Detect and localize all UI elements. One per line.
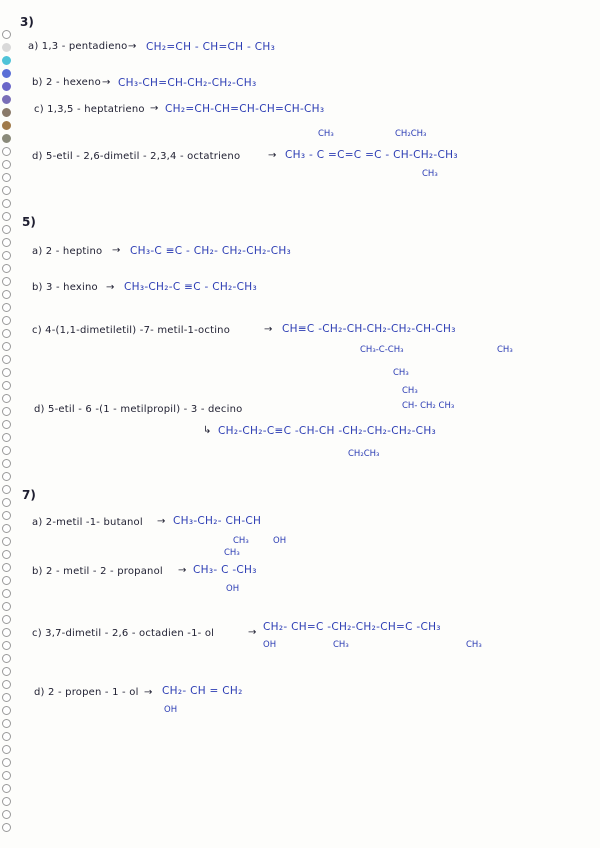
binding-ring: [2, 264, 11, 273]
binding-ring: [2, 82, 11, 91]
substituent: CH₂CH₃: [395, 129, 427, 139]
item-label: d) 5-etil - 6 -(1 - metilpropil) - 3 - decino: [34, 404, 243, 415]
item-formula: CH₂=CH - CH=CH - CH₃: [146, 41, 276, 53]
binding-ring: [2, 433, 11, 442]
binding-ring: [2, 576, 11, 585]
binding-ring: [2, 550, 11, 559]
substituent: CH₃: [393, 368, 409, 378]
binding-ring: [2, 329, 11, 338]
item-label: b) 2 - hexeno: [32, 77, 101, 88]
substituent: CH₃: [233, 536, 249, 546]
binding-ring: [2, 199, 11, 208]
binding-ring: [2, 186, 11, 195]
binding-ring: [2, 394, 11, 403]
item-label: b) 3 - hexino: [32, 282, 98, 293]
binding-ring: [2, 589, 11, 598]
binding-ring: [2, 693, 11, 702]
binding-ring: [2, 225, 11, 234]
item-label: a) 2 - heptino: [32, 246, 103, 257]
binding-ring: [2, 667, 11, 676]
binding-ring: [2, 771, 11, 780]
item-formula: CH₃- C -CH₃: [193, 564, 257, 576]
substituent: CH₃: [333, 640, 349, 650]
binding-ring: [2, 615, 11, 624]
binding-ring: [2, 537, 11, 546]
binding-ring: [2, 212, 11, 221]
item-formula: CH₂- CH = CH₂: [162, 685, 243, 697]
item-formula: CH₂=CH-CH=CH-CH=CH-CH₃: [165, 103, 325, 115]
section-number-5: 5): [22, 215, 36, 229]
binding-ring: [2, 316, 11, 325]
binding-ring: [2, 511, 11, 520]
binding-ring: [2, 524, 11, 533]
binding-ring: [2, 498, 11, 507]
binding-ring: [2, 420, 11, 429]
substituent: CH₃: [224, 548, 240, 558]
binding-ring: [2, 251, 11, 260]
spiral-binding: [0, 30, 16, 840]
item-label: d) 2 - propen - 1 - ol: [34, 687, 139, 698]
binding-ring: [2, 134, 11, 143]
binding-ring: [2, 173, 11, 182]
item-formula: CH₃-CH₂- CH-CH: [173, 515, 262, 527]
arrow-icon: →: [128, 41, 137, 52]
item-formula: CH≡C -CH₂-CH-CH₂-CH₂-CH-CH₃: [282, 323, 456, 335]
binding-ring: [2, 719, 11, 728]
item-formula: CH₃-CH₂-C ≡C - CH₂-CH₃: [124, 281, 257, 293]
binding-ring: [2, 680, 11, 689]
substituent: OH: [164, 705, 178, 715]
item-label: a) 1,3 - pentadieno: [28, 41, 128, 52]
binding-ring: [2, 95, 11, 104]
binding-ring: [2, 602, 11, 611]
substituent: OH: [273, 536, 287, 546]
arrow-icon: →: [150, 103, 159, 114]
binding-ring: [2, 277, 11, 286]
binding-ring: [2, 342, 11, 351]
binding-ring: [2, 459, 11, 468]
substituent: CH₃: [497, 345, 513, 355]
binding-ring: [2, 810, 11, 819]
substituent: OH: [263, 640, 277, 650]
binding-ring: [2, 823, 11, 832]
arrow-icon: →: [106, 282, 115, 293]
arrow-icon: →: [178, 565, 187, 576]
arrow-icon: →: [112, 245, 121, 256]
section-number-3: 3): [20, 15, 34, 29]
binding-ring: [2, 30, 11, 39]
arrow-icon: →: [102, 77, 111, 88]
binding-ring: [2, 563, 11, 572]
binding-ring: [2, 758, 11, 767]
binding-ring: [2, 654, 11, 663]
binding-ring: [2, 238, 11, 247]
binding-ring: [2, 355, 11, 364]
substituent: CH₃: [318, 129, 334, 139]
binding-ring: [2, 69, 11, 78]
substituent: CH₃-C-CH₃: [360, 345, 404, 355]
substituent: CH₃: [422, 169, 438, 179]
substituent: CH- CH₂ CH₃: [402, 401, 455, 411]
binding-ring: [2, 147, 11, 156]
item-formula: CH₂- CH=C -CH₂-CH₂-CH=C -CH₃: [263, 621, 441, 633]
binding-ring: [2, 641, 11, 650]
binding-ring: [2, 56, 11, 65]
binding-ring: [2, 121, 11, 130]
arrow-icon: →: [248, 627, 257, 638]
binding-ring: [2, 407, 11, 416]
binding-ring: [2, 446, 11, 455]
arrow-icon: →: [144, 687, 153, 698]
section-number-7: 7): [22, 488, 36, 502]
arrow-icon: →: [157, 516, 166, 527]
item-formula: CH₂-CH₂-C≡C -CH-CH -CH₂-CH₂-CH₂-CH₃: [218, 425, 437, 437]
binding-ring: [2, 108, 11, 117]
binding-ring: [2, 472, 11, 481]
arrow-icon: ↳: [203, 425, 212, 436]
binding-ring: [2, 797, 11, 806]
arrow-icon: →: [268, 150, 277, 161]
binding-ring: [2, 43, 11, 52]
substituent: CH₂CH₃: [348, 449, 380, 459]
binding-ring: [2, 732, 11, 741]
binding-ring: [2, 303, 11, 312]
substituent: CH₃: [402, 386, 418, 396]
item-label: b) 2 - metil - 2 - propanol: [32, 566, 163, 577]
binding-ring: [2, 485, 11, 494]
binding-ring: [2, 381, 11, 390]
item-label: c) 1,3,5 - heptatrieno: [34, 104, 145, 115]
item-formula: CH₃-CH=CH-CH₂-CH₂-CH₃: [118, 77, 257, 89]
binding-ring: [2, 628, 11, 637]
arrow-icon: →: [264, 324, 273, 335]
item-formula: CH₃-C ≡C - CH₂- CH₂-CH₂-CH₃: [130, 245, 292, 257]
binding-ring: [2, 368, 11, 377]
substituent: CH₃: [466, 640, 482, 650]
binding-ring: [2, 784, 11, 793]
item-label: c) 3,7-dimetil - 2,6 - octadien -1- ol: [32, 628, 215, 639]
binding-ring: [2, 706, 11, 715]
binding-ring: [2, 160, 11, 169]
substituent: OH: [226, 584, 240, 594]
item-label: d) 5-etil - 2,6-dimetil - 2,3,4 - octatrieno: [32, 151, 241, 162]
item-label: c) 4-(1,1-dimetiletil) -7- metil-1-octino: [32, 325, 231, 336]
item-formula: CH₃ - C =C=C =C - CH-CH₂-CH₃: [285, 149, 458, 161]
binding-ring: [2, 290, 11, 299]
binding-ring: [2, 745, 11, 754]
item-label: a) 2-metil -1- butanol: [32, 517, 143, 528]
